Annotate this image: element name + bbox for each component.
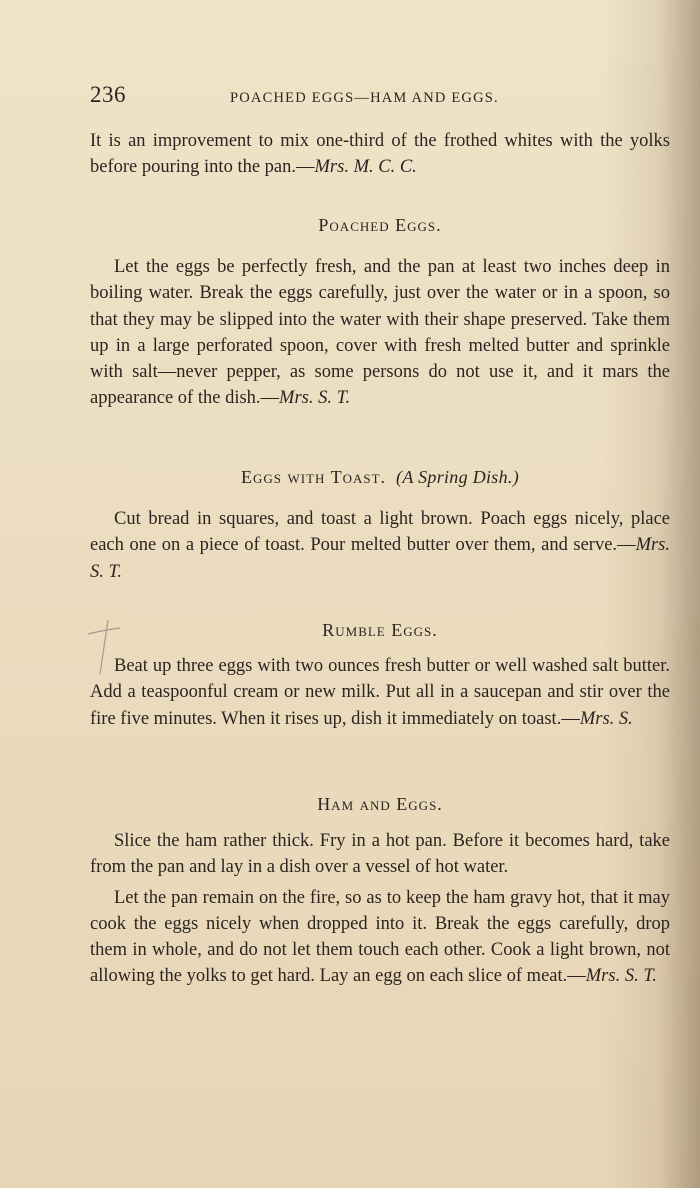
recipe-text: Beat up three eggs with two ounces fresh butter or well washed salt butter. Add a teaspoonful cream or new milk. Put all in a saucepan and stir over the fire five minutes. When it rises up, dish it immediately on toast.— (90, 656, 670, 729)
recipe-text: Cut bread in squares, and toast a light brown. Poach eggs nicely, place each one on a piece of toast. Pour melted butter over them, and serve.— (90, 509, 670, 556)
page-header (90, 82, 560, 112)
recipe-title: Rumble Eggs. (322, 620, 438, 640)
recipe-title-eggs-with-toast (90, 467, 670, 488)
recipe-body-ham-and-eggs (90, 828, 670, 990)
page-number: 236 (90, 82, 126, 107)
recipe-signature: Mrs. S. T. (90, 535, 670, 582)
recipe-title: Ham and Eggs. (317, 794, 443, 814)
recipe-title-poached-eggs (90, 215, 670, 236)
intro-signature: Mrs. M. C. C. (314, 157, 417, 178)
recipe-body-eggs-with-toast (90, 506, 670, 585)
recipe-signature: Mrs. S. (579, 708, 633, 729)
recipe-signature: Mrs. S. T. (279, 388, 351, 409)
recipe-body-rumble-eggs (90, 653, 670, 732)
recipe-title: Eggs with Toast. (240, 467, 387, 487)
intro-paragraph (90, 128, 670, 181)
recipe-title-rumble-eggs (90, 620, 670, 641)
recipe-body-poached-eggs (90, 254, 670, 412)
intro-text: It is an improvement to mix one-third of the frothed whites with the yolks before pouring into the pan.— (90, 131, 670, 178)
recipe-text: Let the eggs be perfectly fresh, and the pan at least two inches deep in boiling water. Break the eggs carefully, just over the water or in a spoon, so that they may be slipped into the water with their shape preserved. Take them up in a large perforated spoon, cover with fresh melted butter and sprinkle with salt—never pepper, as some persons do not use it, and it mars the appearance of the dish.— (90, 257, 670, 409)
running-head: POACHED EGGS—HAM AND EGGS. (230, 90, 499, 106)
recipe-title-ham-and-eggs (90, 794, 670, 815)
recipe-subtitle: (A Spring Dish.) (396, 467, 519, 487)
recipe-title: Poached Eggs. (318, 215, 442, 235)
recipe-signature: Mrs. S. T. (585, 966, 657, 987)
recipe-text: Slice the ham rather thick. Fry in a hot pan. Before it becomes hard, take from the pan and lay in a dish over a vessel of hot water. (90, 831, 670, 878)
recipe-text: Let the pan remain on the fire, so as to keep the ham gravy hot, that it may cook the eggs nicely when dropped into it. Break the eggs carefully, drop them in whole, and do not let them touch each other. Cook a light brown, not allowing the yolks to get hard. Lay an egg on each slice of meat.— (90, 887, 670, 987)
